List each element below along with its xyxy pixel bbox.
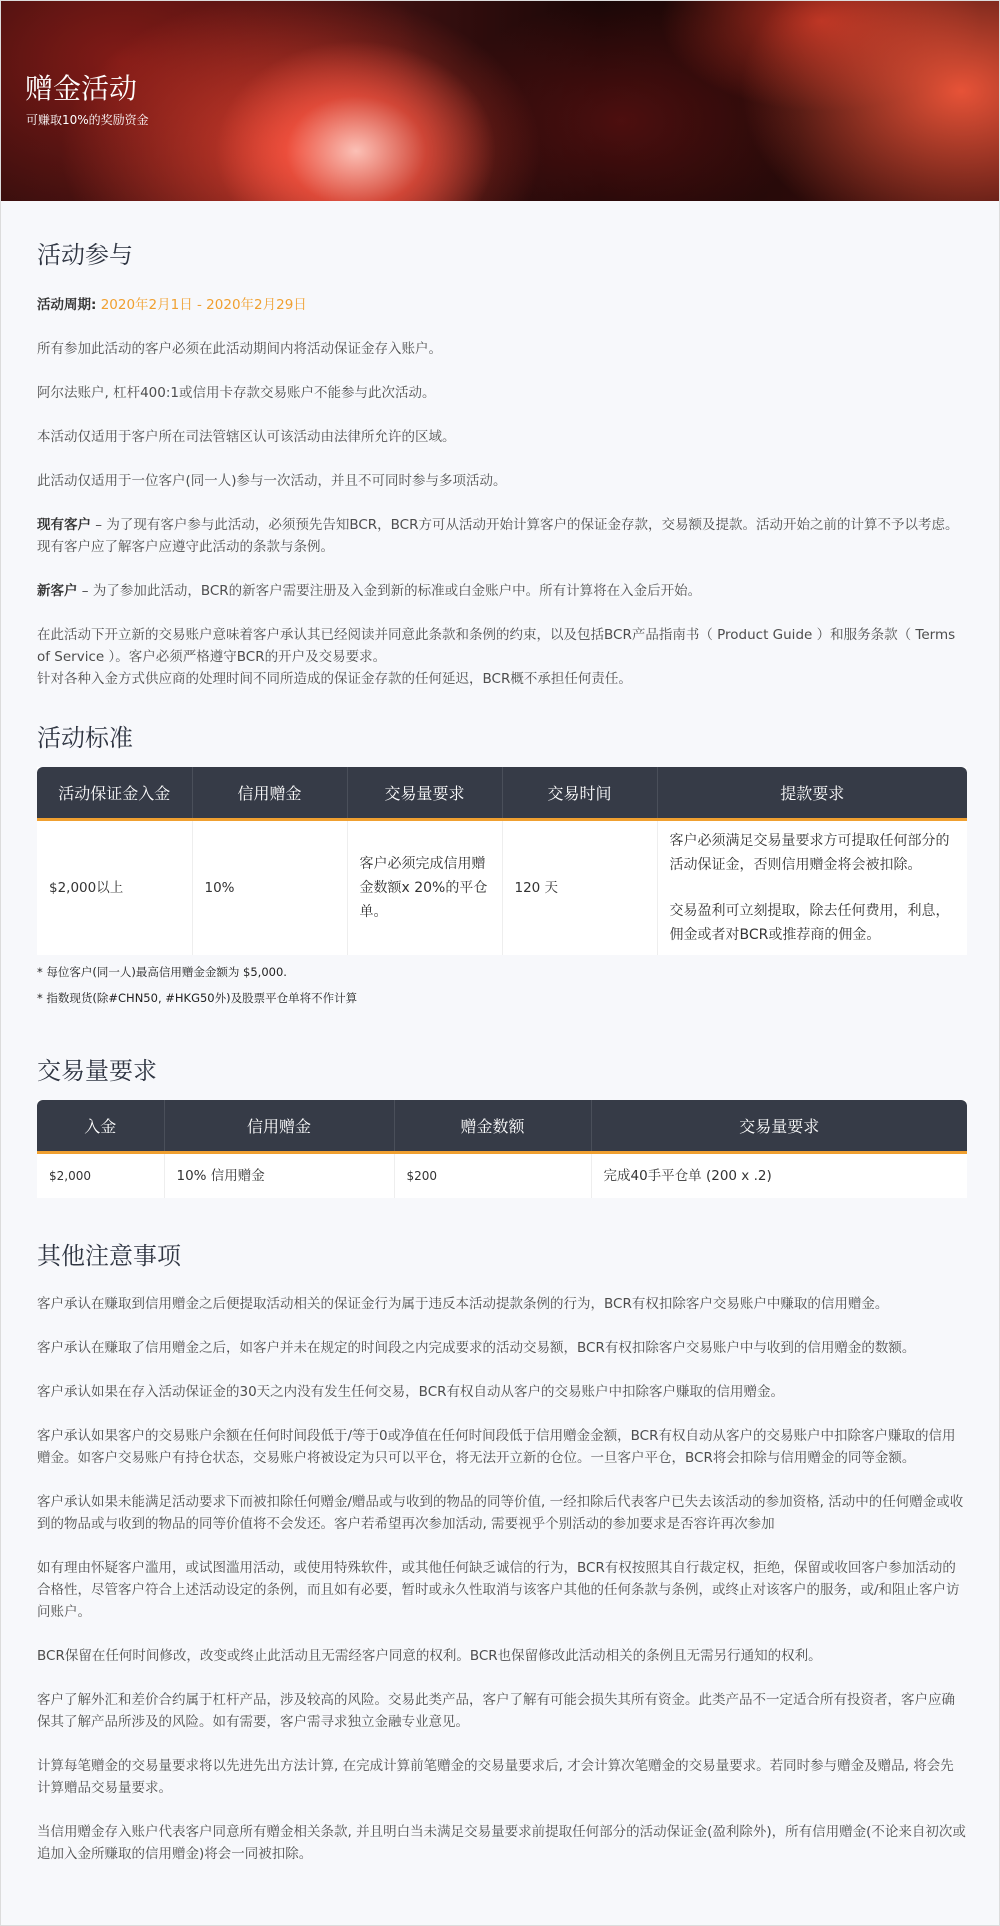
table-header: 信用赠金 [164,1100,394,1152]
table-row [37,1152,967,1198]
period-value: 2020年2月1日 - 2020年2月29日 [96,297,307,313]
paragraph: 当信用赠金存入账户代表客户同意所有赠金相关条款, 并且明白当未满足交易量要求前提取任何部分的活动保证金(盈利除外)，所有信用赠金(不论来自初次或追加入金所赚取的信用赠金)将会一同被扣除。 [37,1824,966,1862]
table-cell: 完成40手平仓单 (200 x .2) [591,1152,967,1198]
section-heading-notes: 其他注意事项 [37,1242,181,1270]
page-title: 赠金活动 [25,72,138,105]
paragraph: 针对各种入金方式供应商的处理时间不同所造成的保证金存款的任何延迟，BCR概不承担任何责任。 [37,671,632,687]
table-header-row [37,767,967,819]
table-cell: $200 [394,1152,591,1198]
table-header: 交易量要求 [591,1100,967,1152]
deposit-cell: $2,000以上 [37,819,192,955]
new-clients-paragraph [37,580,967,602]
table-header: 活动保证金入金 [37,767,192,819]
existing-clients-label: 现有客户 [37,517,91,533]
paragraph: 客户了解外汇和差价合约属于杠杆产品，涉及较高的风险。交易此类产品，客户了解有可能会损失其所有资金。此类产品不一定适合所有投资者，客户应确保其了解产品所涉及的风险。如有需要，客户需寻求独立金融专业意见。 [37,1692,955,1730]
paragraph: 如有理由怀疑客户滥用，或试图滥用活动，或使用特殊软件，或其他任何缺乏诚信的行为，BCR有权按照其自行裁定权，拒绝，保留或收回客户参加活动的合格性，尽管客户符合上述活动设定的条例，而且如有必要，暂时或永久性取消与该客户其他的任何条款与条例，或终止对该客户的服务，或/和阻止客户访问账户。 [37,1560,960,1620]
table-header: 赠金数额 [394,1100,591,1152]
paragraph: 此活动仅适用于一位客户(同一人)参与一次活动，并且不可同时参与多项活动。 [37,473,507,489]
table-header-row [37,1100,967,1152]
activity-period [37,294,967,316]
footnote: * 指数现货(除#CHN50, #HKG50外)及股票平仓单将不作计算 [37,991,358,1005]
withdraw-text-2: 交易盈利可立刻提取，除去任何费用，利息，佣金或者对BCR或推荐商的佣金。 [669,902,950,943]
page-subtitle: 可赚取10%的奖励资金 [26,113,149,127]
section-heading-participation: 活动参与 [37,241,133,269]
table-row [37,819,967,955]
table-header: 信用赠金 [192,767,347,819]
table-cell: $2,000 [37,1152,164,1198]
paragraph: 所有参加此活动的客户必须在此活动期间内将活动保证金存入账户。 [37,341,442,357]
table-header: 交易时间 [502,767,657,819]
paragraph: 客户承认如果未能满足活动要求下而被扣除任何赠金/赠品或与收到的物品的同等价值, 一经扣除后代表客户已失去该活动的参加资格, 活动中的任何赠金或收到的物品或与收到的物品的同等价值将不会发还。客户若希望再次参加活动, 需要视乎个别活动的参加要求是否容许再次参加 [37,1494,964,1532]
paragraph: BCR保留在任何时间修改，改变或终止此活动且无需经客户同意的权利。BCR也保留修改此活动相关的条例且无需另行通知的权利。 [37,1648,822,1664]
paragraph: 客户承认如果客户的交易账户余额在任何时间段低于/等于0或净值在任何时间段低于信用赠金金额，BCR有权自动从客户的交易账户中扣除客户赚取的信用赠金。如客户交易账户有持仓状态，交易账户将被设定为只可以平仓，将无法开立新的仓位。一旦客户平仓，BCR将会扣除与信用赠金的同等金额。 [37,1428,956,1466]
paragraph: 在此活动下开立新的交易账户意味着客户承认其已经阅读并同意此条款和条例的约束，以及包括BCR产品指南书（ Product Guide ）和服务条款（ Terms of Service ）。客户必须严格遵守BCR的开户及交易要求。 [37,627,956,665]
criteria-table [37,767,967,955]
paragraph: 计算每笔赠金的交易量要求将以先进先出方法计算, 在完成计算前笔赠金的交易量要求后, 才会计算次笔赠金的交易量要求。若同时参与赠金及赠品, 将会先计算赠品交易量要求。 [37,1758,954,1796]
footnote: * 每位客户(同一人)最高信用赠金金额为 $5,000. [37,965,287,979]
time-cell: 120 天 [502,819,657,955]
paragraph: 本活动仅适用于客户所在司法管辖区认可该活动由法律所允许的区域。 [37,429,456,445]
volume-table [37,1100,967,1198]
withdraw-cell [657,819,967,955]
table-cell: 10% 信用赠金 [164,1152,394,1198]
table-header: 入金 [37,1100,164,1152]
main-content [1,235,999,1865]
paragraph: 客户承认如果在存入活动保证金的30天之内没有发生任何交易，BCR有权自动从客户的交易账户中扣除客户赚取的信用赠金。 [37,1384,785,1400]
table-header: 交易量要求 [347,767,502,819]
new-clients-text: – 为了参加此活动，BCR的新客户需要注册及入金到新的标准或白金账户中。所有计算将在入金后开始。 [77,583,702,599]
withdraw-text-1: 客户必须满足交易量要求方可提取任何部分的活动保证金，否则信用赠金将会被扣除。 [669,832,950,873]
period-label: 活动周期: [37,297,97,313]
section-heading-volume: 交易量要求 [37,1057,157,1085]
paragraph: 客户承认在赚取到信用赠金之后便提取活动相关的保证金行为属于违反本活动提款条例的行为，BCR有权扣除客户交易账户中赚取的信用赠金。 [37,1296,889,1312]
volume-cell: 客户必须完成信用赠金数额x 20%的平仓单。 [347,819,502,955]
section-heading-criteria: 活动标准 [37,724,133,752]
credit-cell: 10% [192,819,347,955]
hero-banner [1,1,999,201]
new-clients-label: 新客户 [37,583,78,599]
existing-clients-paragraph [37,514,967,558]
paragraph: 客户承认在赚取了信用赠金之后，如客户并未在规定的时间段之内完成要求的活动交易额，BCR有权扣除客户交易账户中与收到的信用赠金的数额。 [37,1340,916,1356]
existing-clients-text: – 为了现有客户参与此活动，必须预先告知BCR，BCR方可从活动开始计算客户的保证金存款，交易额及提款。活动开始之前的计算不予以考虑。现有客户应了解客户应遵守此活动的条款与条例。 [37,517,959,555]
paragraph: 阿尔法账户, 杠杆400:1或信用卡存款交易账户不能参与此次活动。 [37,385,436,401]
table-header: 提款要求 [657,767,967,819]
